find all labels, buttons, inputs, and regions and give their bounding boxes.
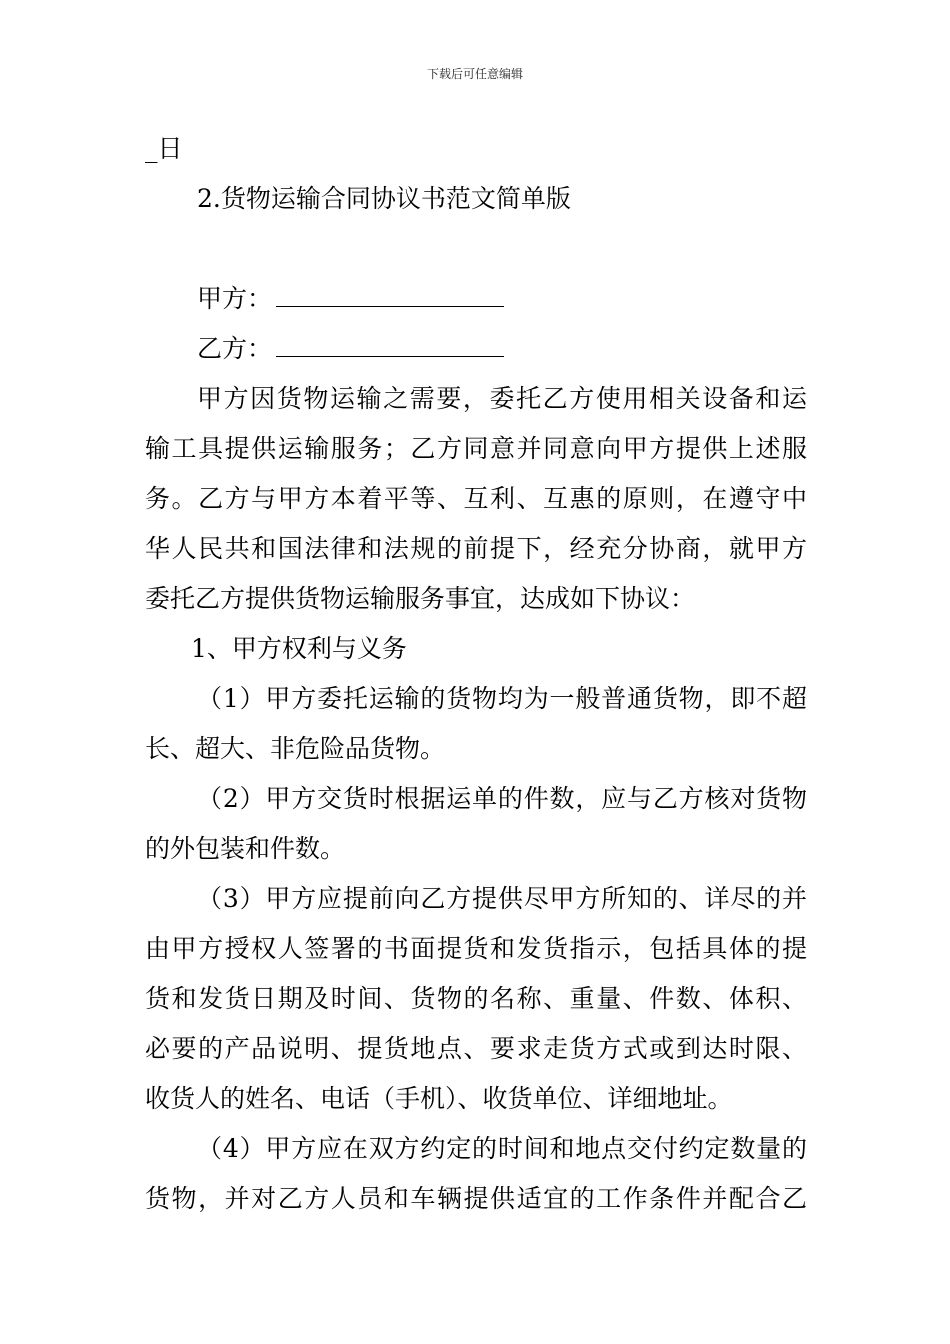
intro-line: 甲方因货物运输之需要，委托乙方使用相关设备和运 bbox=[197, 384, 807, 413]
document-title: 2.货物运输合同协议书范文简单版 bbox=[197, 184, 571, 213]
document-body bbox=[145, 124, 807, 1224]
spacer bbox=[145, 224, 807, 274]
party-b-label: 乙方： bbox=[197, 334, 273, 363]
section-heading: 1、甲方权利与义务 bbox=[191, 634, 407, 663]
date-fragment: _日 bbox=[145, 134, 183, 163]
party-a-blank bbox=[276, 305, 504, 307]
intro-line: 务。乙方与甲方本着平等、互利、互惠的原则，在遵守中 bbox=[145, 484, 807, 513]
item-3-line: （3）甲方应提前向乙方提供尽甲方所知的、详尽的并 bbox=[197, 884, 807, 913]
item-3-line: 收货人的姓名、电话（手机）、收货单位、详细地址。 bbox=[145, 1084, 733, 1113]
item-1-line: （1）甲方委托运输的货物均为一般普通货物，即不超 bbox=[197, 684, 807, 713]
party-b-blank bbox=[276, 355, 504, 357]
item-4-line: （4）甲方应在双方约定的时间和地点交付约定数量的 bbox=[197, 1134, 807, 1163]
item-2-line: 的外包装和件数。 bbox=[145, 834, 346, 863]
item-4-line: 货物，并对乙方人员和车辆提供适宜的工作条件并配合乙 bbox=[145, 1184, 807, 1213]
party-a-label: 甲方： bbox=[197, 284, 273, 313]
item-3-line: 由甲方授权人签署的书面提货和发货指示，包括具体的提 bbox=[145, 934, 807, 963]
party-b-line bbox=[145, 324, 807, 374]
intro-line: 委托乙方提供货物运输服务事宜，达成如下协议： bbox=[145, 584, 696, 613]
item-1-line: 长、超大、非危险品货物。 bbox=[145, 734, 446, 763]
page-header: 下载后可任意编辑 bbox=[426, 67, 523, 81]
intro-line: 输工具提供运输服务；乙方同意并同意向甲方提供上述服 bbox=[145, 434, 807, 463]
party-a-line bbox=[145, 274, 807, 324]
item-3-line: 货和发货日期及时间、货物的名称、重量、件数、体积、 bbox=[145, 984, 807, 1013]
intro-line: 华人民共和国法律和法规的前提下，经充分协商，就甲方 bbox=[145, 534, 807, 563]
item-2-line: （2）甲方交货时根据运单的件数，应与乙方核对货物 bbox=[197, 784, 807, 813]
item-3-line: 必要的产品说明、提货地点、要求走货方式或到达时限、 bbox=[145, 1034, 807, 1063]
